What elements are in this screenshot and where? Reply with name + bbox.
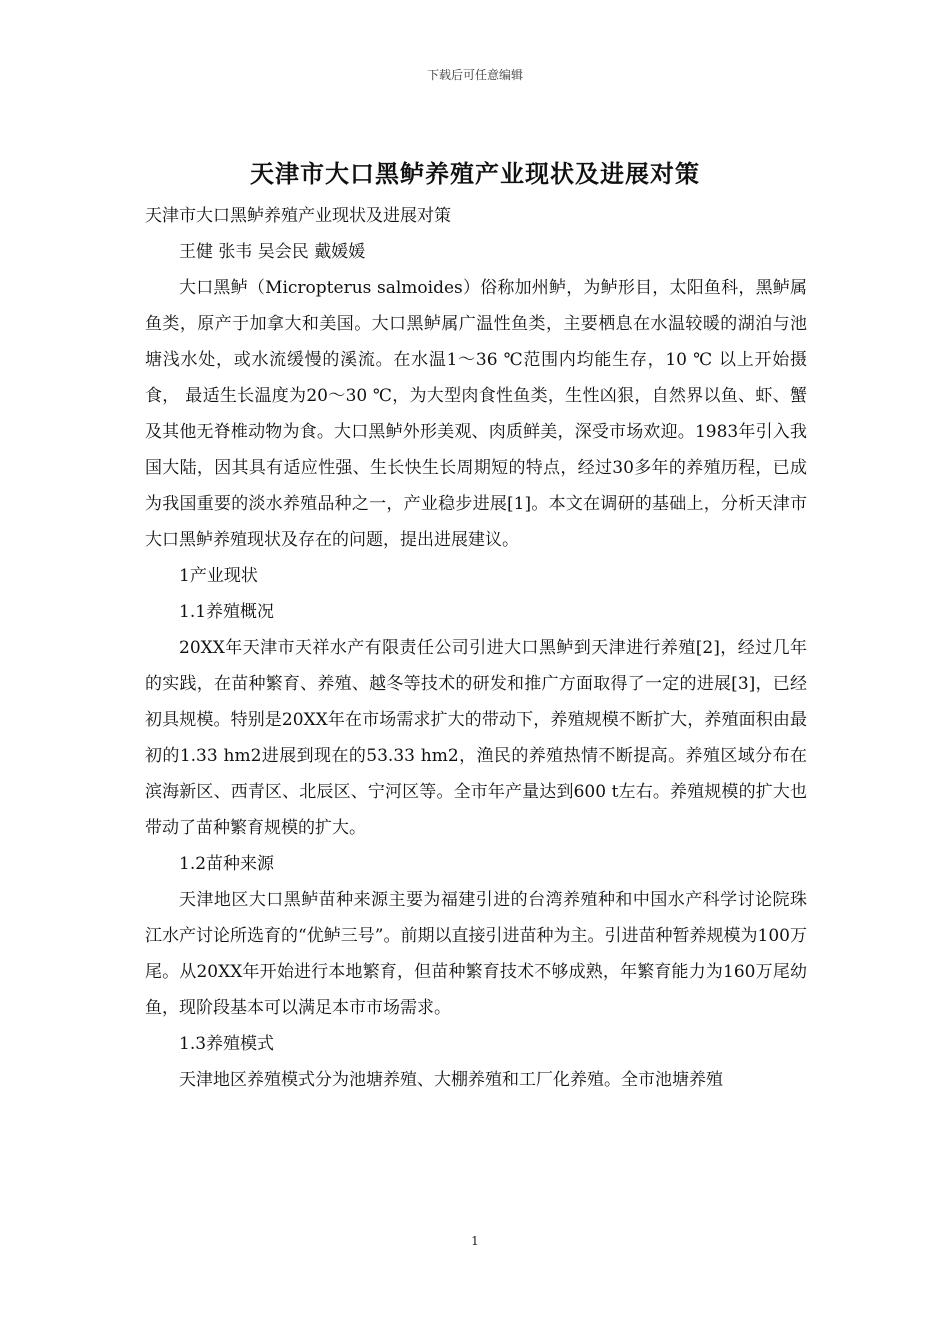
- document-body: [145, 198, 807, 1098]
- paragraph-breeding-overview: 20XX年天津市天祥水产有限责任公司引进大口黑鲈到天津进行养殖[2]，经过几年的实践，在苗种繁育、养殖、越冬等技术的研发和推广方面取得了一定的进展[3]，已经初具规模。特别是20XX年在市场需求扩大的带动下，养殖规模不断扩大，养殖面积由最初的1.33 hm2进展到现在的53.33 hm2，渔民的养殖热情不断提高。养殖区域分布在滨海新区、西青区、北辰区、宁河区等。全市年产量达到600 t左右。养殖规模的扩大也带动了苗种繁育规模的扩大。: [145, 638, 807, 838]
- section-heading-1-3: 1.3养殖模式: [179, 1034, 275, 1054]
- section-heading-1-1: 1.1养殖概况: [179, 602, 275, 622]
- section-heading-1: 1产业现状: [179, 566, 258, 586]
- paragraph-breeding-mode: 天津地区养殖模式分为池塘养殖、大棚养殖和工厂化养殖。全市池塘养殖: [179, 1070, 723, 1090]
- authors-line: 王健 张韦 吴会民 戴媛媛: [179, 242, 366, 262]
- header-note: 下载后可任意编辑: [426, 68, 523, 82]
- document-title: 天津市大口黑鲈养殖产业现状及进展对策: [250, 159, 700, 188]
- page-number: 1: [471, 1234, 479, 1248]
- document-subtitle: 天津市大口黑鲈养殖产业现状及进展对策: [145, 206, 451, 226]
- paragraph-intro: 大口黑鲈（Micropterus salmoides）俗称加州鲈，为鲈形目，太阳鱼科，黑鲈属鱼类，原产于加拿大和美国。大口黑鲈属广温性鱼类，主要栖息在水温较暖的湖泊与池塘浅水处，或水流缓慢的溪流。在水温1～36 ℃范围内均能生存，10 ℃ 以上开始摄食， 最适生长温度为20～30 ℃，为大型肉食性鱼类，生性凶狠，自然界以鱼、虾、蟹及其他无脊椎动物为食。大口黑鲈外形美观、肉质鲜美，深受市场欢迎。1983年引入我国大陆，因其具有适应性强、生长快生长周期短的特点，经过30多年的养殖历程，已成为我国重要的淡水养殖品种之一，产业稳步进展[1]。本文在调研的基础上，分析天津市大口黑鲈养殖现状及存在的问题，提出进展建议。: [145, 278, 807, 550]
- section-heading-1-2: 1.2苗种来源: [179, 854, 275, 874]
- paragraph-seedling-source: 天津地区大口黑鲈苗种来源主要为福建引进的台湾养殖种和中国水产科学讨论院珠江水产讨论所选育的“优鲈三号”。前期以直接引进苗种为主。引进苗种暂养规模为100万尾。从20XX年开始进行本地繁育，但苗种繁育技术不够成熟，年繁育能力为160万尾幼鱼，现阶段基本可以满足本市市场需求。: [145, 890, 807, 1018]
